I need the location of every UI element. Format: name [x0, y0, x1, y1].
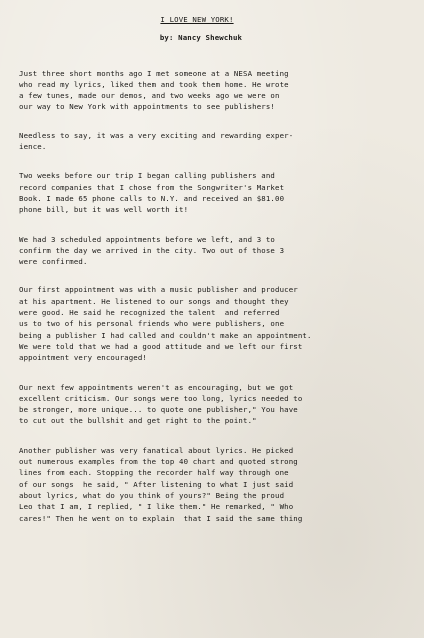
paragraph: [19, 382, 417, 427]
text-line: Two weeks before our trip I began calling publishers and: [19, 171, 275, 181]
text-line: us to two of his personal friends who were publishers, one: [19, 319, 285, 329]
text-line: who read my lyrics, liked them and took them home. He wrote: [19, 79, 289, 89]
paragraph: [19, 234, 417, 268]
text-line: phone bill, but it was well worth it!: [19, 205, 189, 215]
text-line: ience.: [19, 142, 47, 152]
text-line: our way to New York with appointments to see publishers!: [19, 102, 275, 112]
paragraph: [19, 284, 417, 363]
text-line: confirm the day we arrived in the city. Two out of those 3: [19, 245, 285, 255]
paragraph: [19, 130, 417, 153]
article-body: [19, 68, 417, 524]
text-line: a few tunes, made our demos, and two weeks ago we were on: [19, 91, 280, 101]
text-line: cares!" Then he went on to explain that I said the same thing: [19, 513, 303, 523]
text-line: appointment very encouraged!: [19, 353, 147, 363]
text-line: We were told that we had a good attitude and we left our first: [19, 341, 303, 351]
paragraph: [19, 170, 417, 215]
text-line: at his apartment. He listened to our songs and thought they: [19, 296, 289, 306]
text-line: were confirmed.: [19, 257, 88, 267]
text-line: be stronger, more unique... to quote one publisher," You have: [19, 405, 298, 415]
text-line: were good. He said he recognized the talent and referred: [19, 308, 280, 318]
text-line: Our next few appointments weren't as encouraging, but we got: [19, 382, 294, 392]
text-line: of our songs he said, " After listening to what I just said: [19, 479, 294, 489]
text-line: Leo that I am, I replied, " I like them." He remarked, " Who: [19, 502, 294, 512]
article-title-text: I LOVE NEW YORK!: [160, 15, 234, 24]
text-line: being a publisher I had called and couldn't make an appointment.: [19, 330, 312, 340]
text-line: lines from each. Stopping the recorder half way through one: [19, 468, 289, 478]
paragraph: [19, 68, 417, 113]
text-line: Book. I made 65 phone calls to N.Y. and received an $81.00: [19, 193, 285, 203]
text-line: excellent criticism. Our songs were too long, lyrics needed to: [19, 393, 303, 403]
typewritten-article: [19, 14, 417, 524]
text-line: Another publisher was very fanatical about lyrics. He picked: [19, 445, 294, 455]
text-line: about lyrics, what do you think of yours?" Being the proud: [19, 490, 285, 500]
article-byline: by: Nancy Shewchuk: [159, 33, 243, 43]
text-line: to cut out the bullshit and get right to the point.": [19, 416, 257, 426]
text-line: Needless to say, it was a very exciting and rewarding exper-: [19, 130, 294, 140]
text-line: Just three short months ago I met someone at a NESA meeting: [19, 68, 289, 78]
text-line: Our first appointment was with a music publisher and producer: [19, 285, 298, 295]
text-line: out numerous examples from the top 40 chart and quoted strong: [19, 457, 298, 467]
article-title: [67, 14, 327, 25]
paragraph: [19, 445, 417, 524]
text-line: record companies that I chose from the Songwriter's Market: [19, 182, 285, 192]
text-line: We had 3 scheduled appointments before we left, and 3 to: [19, 234, 275, 244]
